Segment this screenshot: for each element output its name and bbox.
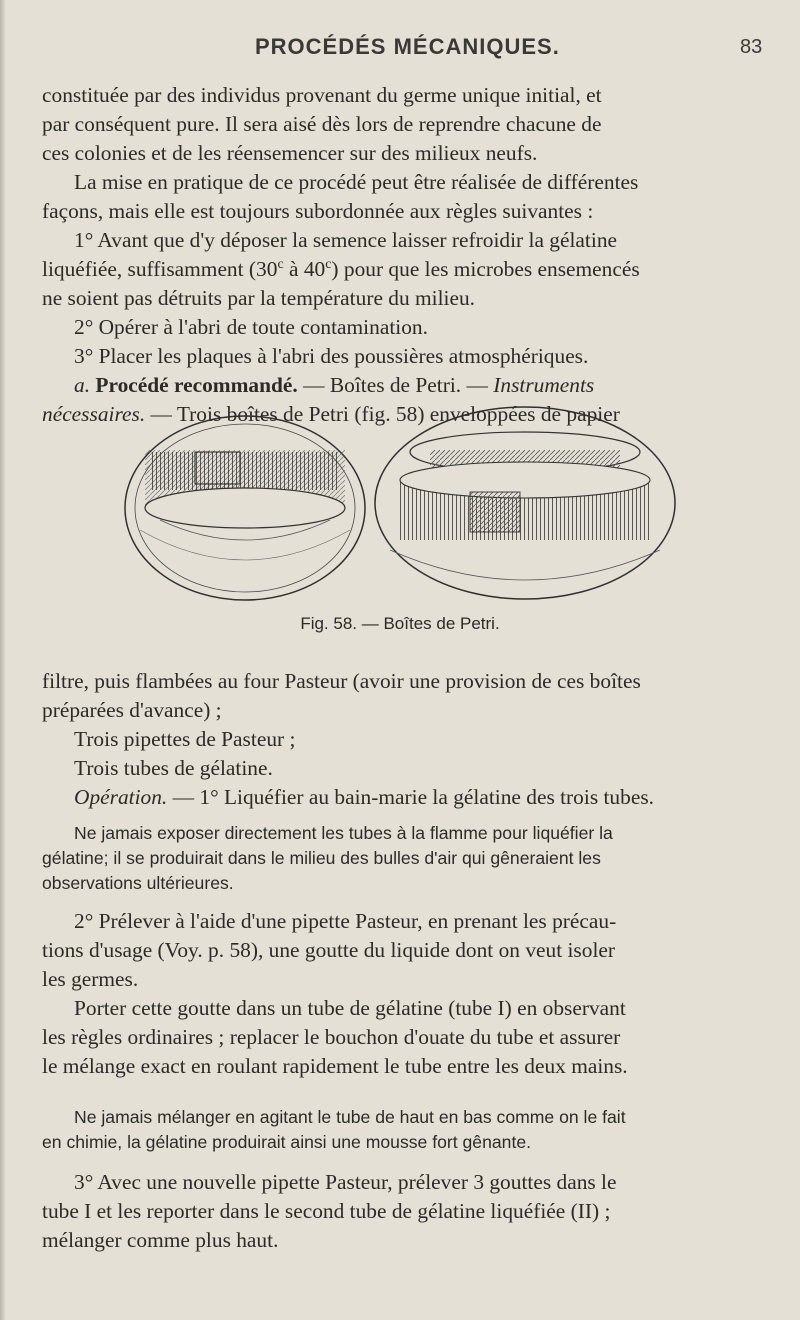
figure-petri-dishes [100,380,700,640]
rule-1-line [42,255,777,284]
text-line: 3° Avec une nouvelle pipette Pasteur, prélever 3 gouttes dans le [74,1170,617,1194]
text-line: filtre, puis flambées au four Pasteur (avoir une provision de ces boîtes [42,669,641,693]
rule-1-line: 1° Avant que d'y déposer la semence laisser refroidir la gélatine [74,228,618,252]
text-line: ces colonies et de les réensemencer sur des milieux neufs. [42,141,538,165]
text-line: tions d'usage (Voy. p. 58), une goutte du liquide dont on veut isoler [42,938,616,962]
superscript: c [325,256,332,272]
note-1 [42,821,777,896]
text-block-after-figure [42,667,777,812]
petri-dish-illustration [100,380,700,610]
section-letter: a. [74,373,91,397]
note-line: gélatine; il se produirait dans le milieu des bulles d'air qui gêneraient les [42,848,601,868]
text-line: le mélange exact en roulant rapidement le tube entre les deux mains. [42,1054,628,1078]
text-run: — Trois boîtes de Petri (fig. 58) enveloppées de papier [145,402,620,426]
rule-1-line: ne soient pas détruits par la température du milieu. [42,286,476,310]
note-2 [42,1105,777,1155]
text-line: préparées d'avance) ; [42,698,222,722]
step-3 [42,1168,777,1255]
running-title: PROCÉDÉS MÉCANIQUES. [255,34,560,59]
note-line: Ne jamais mélanger en agitant le tube de haut en bas comme on le fait [74,1107,626,1127]
text-block-top [42,81,777,429]
step-2 [42,907,777,1081]
text-line: 2° Prélever à l'aide d'une pipette Pasteur, en prenant les précau- [74,909,617,933]
page-number: 83 [740,36,763,58]
figure-caption: Fig. 58. — Boîtes de Petri. [300,614,500,633]
superscript: c [277,256,284,272]
page-edge-shadow [0,0,6,1320]
note-line: en chimie, la gélatine produirait ainsi une mousse fort gênante. [42,1132,532,1152]
text-line: les règles ordinaires ; replacer le bouchon d'ouate du tube et assurer [42,1025,621,1049]
text-run: — 1° Liquéfier au bain-marie la gélatine des trois tubes. [167,785,654,809]
petri-dish-right [375,407,675,599]
note-line: Ne jamais exposer directement les tubes à la flamme pour liquéfier la [74,823,613,843]
text-line: les germes. [42,967,139,991]
text-line: constituée par des individus provenant du germe unique initial, et [42,83,602,107]
operation-line [42,783,777,812]
note-line: observations ultérieures. [42,873,234,893]
text-line: mélanger comme plus haut. [42,1228,279,1252]
operation-label: Opération. [74,785,168,809]
text-line: façons, mais elle est toujours subordonnée aux règles suivantes : [42,199,594,223]
rule-2: 2° Opérer à l'abri de toute contamination. [74,315,428,339]
text-run: à 40 [283,257,326,281]
text-run-italic: nécessaires. [42,402,146,426]
text-line: par conséquent pure. Il sera aisé dès lors de reprendre chacune de [42,112,602,136]
list-item: Trois pipettes de Pasteur ; [74,727,296,751]
text-run-italic: Instruments [493,373,595,397]
list-item: Trois tubes de gélatine. [74,756,273,780]
text-run: ) pour que les microbes ensemencés [331,257,640,281]
text-run: — Boîtes de Petri. — [297,373,494,397]
text-run: liquéfiée, suffisamment (30 [42,257,278,281]
text-line: Porter cette goutte dans un tube de gélatine (tube I) en observant [74,996,626,1020]
section-title: Procédé recommandé. [95,373,298,397]
running-header [0,34,800,64]
petri-dish-left [125,416,365,600]
text-line: tube I et les reporter dans le second tube de gélatine liquéfiée (II) ; [42,1199,611,1223]
rule-3: 3° Placer les plaques à l'abri des poussières atmosphériques. [74,344,589,368]
text-line: La mise en pratique de ce procédé peut être réalisée de différentes [74,170,639,194]
